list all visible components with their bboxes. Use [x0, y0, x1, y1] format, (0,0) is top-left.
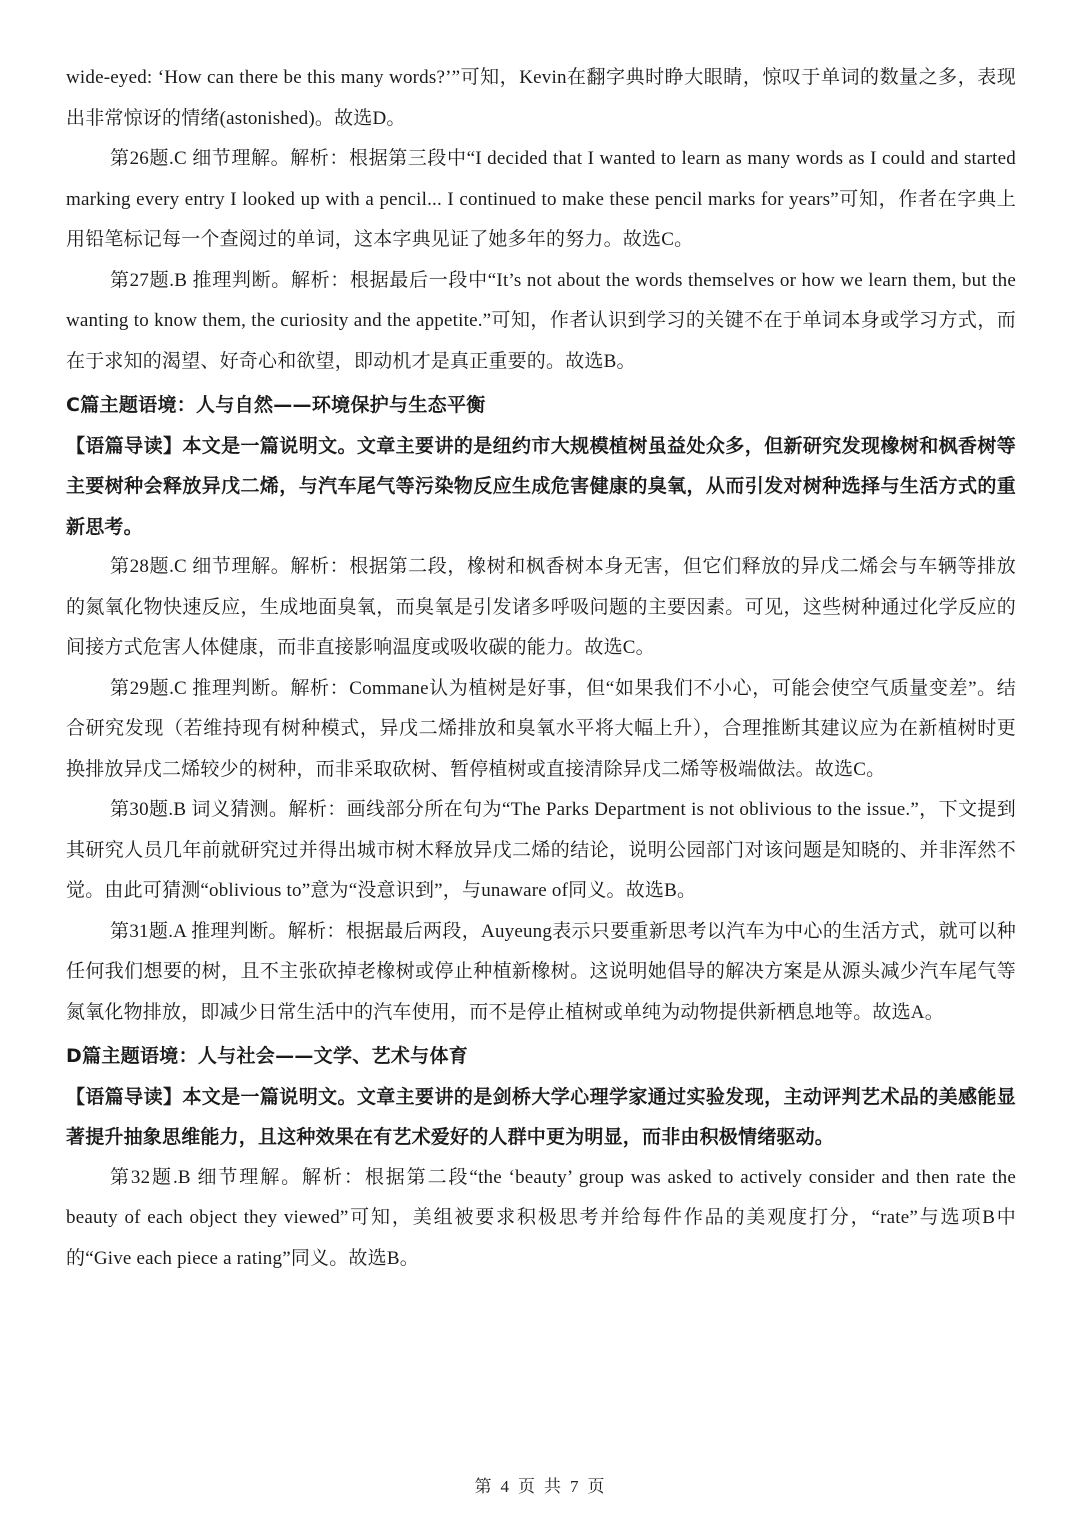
section-c-guide: 【语篇导读】本文是一篇说明文。文章主要讲的是纽约市大规模植树虽益处众多，但新研究发现橡树和枫香树等主要树种会释放异戊二烯，与汽车尾气等污染物反应生成危害健康的臭氧，从而引发对树种选择与生活方式的重新思考。	[66, 434, 1016, 538]
answer-q29: 第29题.C 推理判断。解析：Commane认为植树是好事，但“如果我们不小心，可能会使空气质量变差”。结合研究发现（若维持现有树种模式，异戊二烯排放和臭氧水平将大幅上升），合理推断其建议应为在新植树时更换排放异戊二烯较少的树种，而非采取砍树、暂停植树或直接清除异戊二烯等极端做法。故选C。	[66, 677, 1016, 780]
footer-word-gong: 共	[544, 1477, 562, 1496]
page-total: 7	[570, 1477, 580, 1496]
section-d-guide: 【语篇导读】本文是一篇说明文。文章主要讲的是剑桥大学心理学家通过实验发现，主动评判艺术品的美感能显著提升抽象思维能力，且这种效果在有艺术爱好的人群中更为明显，而非由积极情绪驱动。	[66, 1085, 1016, 1148]
answer-q26: 第26题.C 细节理解。解析：根据第三段中“I decided that I wanted to learn as many words as I could and started marking every entry I looked up with a pencil... I continued to make these pencil marks for years”可知，作者在字典上用铅笔标记每一个查阅过的单词，这本字典见证了她多年的努力。故选C。	[66, 148, 1016, 250]
footer-word-ye: 页	[518, 1477, 536, 1496]
answer-q30: 第30题.B 词义猜测。解析：画线部分所在句为“The Parks Department is not oblivious to the issue.”，下文提到其研究人员几年前就研究过并得出城市树木释放异戊二烯的结论，说明公园部门对该问题是知晓的、并非浑然不觉。由此可猜测“oblivious to”意为“没意识到”，与unaware of同义。故选B。	[66, 799, 1016, 901]
footer-word-di: 第	[474, 1477, 493, 1496]
answer-q28: 第28题.C 细节理解。解析：根据第二段，橡树和枫香树本身无害，但它们释放的异戊二烯会与车辆等排放的氮氧化物快速反应，生成地面臭氧，而臭氧是引发诸多呼吸问题的主要因素。可见，这些树种通过化学反应的间接方式危害人体健康，而非直接影响温度或吸收碳的能力。故选C。	[66, 556, 1016, 658]
section-d-heading: D篇主题语境：人与社会——文学、艺术与体育	[66, 1045, 469, 1067]
section-c-heading: C篇主题语境：人与自然——环境保护与生态平衡	[66, 394, 486, 416]
page-number: 4	[500, 1477, 510, 1496]
paragraph-continuation: wide-eyed: ‘How can there be this many words?’”可知，Kevin在翻字典时睁大眼睛，惊叹于单词的数量之多，表现出非常惊讶的情绪(astonished)。故选D。	[66, 67, 1016, 129]
page-footer	[0, 1472, 1080, 1497]
answer-q31: 第31题.A 推理判断。解析：根据最后两段，Auyeung表示只要重新思考以汽车为中心的生活方式，就可以种任何我们想要的树，且不主张砍掉老橡树或停止种植新橡树。这说明她倡导的解决方案是从源头减少汽车尾气等氮氧化物排放，即减少日常生活中的汽车使用，而不是停止植树或单纯为动物提供新栖息地等。故选A。	[66, 920, 1016, 1023]
footer-word-ye-2: 页	[587, 1477, 606, 1496]
document-page	[66, 58, 1016, 1279]
answer-q32: 第32题.B 细节理解。解析：根据第二段“the ‘beauty’ group was asked to actively consider and then rate the beauty of each object they viewed”可知，美组被要求积极思考并给每件作品的美观度打分，“rate”与选项B中的“Give each piece a rating”同义。故选B。	[66, 1166, 1016, 1269]
answer-q27: 第27题.B 推理判断。解析：根据最后一段中“It’s not about the words themselves or how we learn them, but the wanting to know them, the curiosity and the appetite.”可知，作者认识到学习的关键不在于单词本身或学习方式，而在于求知的渴望、好奇心和欲望，即动机才是真正重要的。故选B。	[66, 269, 1016, 372]
